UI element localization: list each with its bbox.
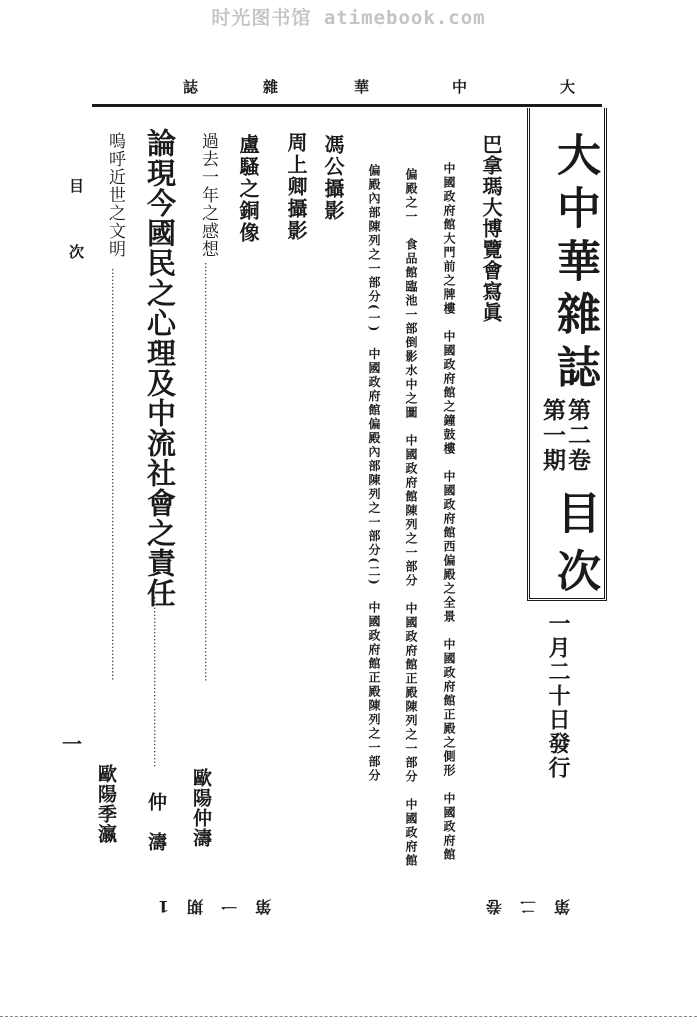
photo-label: 周上卿攝影: [284, 132, 308, 242]
volume-label: 第二卷: [564, 398, 591, 473]
header-char: 誌: [183, 78, 199, 96]
article-author: 歐陽仲濤: [190, 768, 212, 848]
footer-issue: 第一期1: [140, 897, 272, 916]
leader-dots: ························································································································: [199, 262, 212, 682]
header-rule: [92, 104, 602, 107]
magazine-title: 大中華雜誌: [549, 132, 600, 397]
photo-caption-line: 偏殿內部陳列之一部分(一) 中國政府館偏殿內部陳列之一部分(二) 中國政府館正殿陳列之一部分: [367, 164, 381, 783]
photo-label: 馮公攝影: [321, 134, 345, 222]
side-label: 目 次: [67, 178, 85, 277]
leader-dots: ······················································································································: [106, 268, 119, 681]
watermark-text: 时光图书馆 atimebook.com: [211, 7, 486, 29]
page-number: 一: [62, 732, 82, 756]
issue-date: 一月二十日發行: [545, 612, 571, 780]
header-char: 雜: [263, 78, 279, 96]
leader-dots: ·················································: [148, 596, 161, 768]
article-title: 過去一年之感想: [198, 132, 218, 258]
article-title: 嗚呼近世之文明: [105, 132, 125, 258]
photo-caption-line: 中國政府館大門前之牌樓 中國政府館之鐘鼓樓 中國政府館西偏殿之全景 中國政府館正殿之側形 中國政府館: [442, 162, 456, 862]
article-author: 仲 濤: [145, 792, 167, 852]
photo-caption-line: 偏殿之一 食品館臨池一部倒影水中之圖 中國政府館陳列之一部分 中國政府館正殿陳列之一部分 中國政府館: [404, 168, 418, 868]
page-edge: [0, 1016, 697, 1017]
article-title: 論現今國民之心理及中流社會之責任: [143, 128, 177, 608]
issue-label: 第一期: [539, 398, 566, 473]
photo-label: 盧騷之銅像: [236, 134, 260, 244]
article-author: 歐陽季瀛: [95, 764, 117, 844]
header-char: 華: [354, 78, 370, 96]
footer-volume: 第二卷: [468, 897, 571, 916]
header-char: 大: [560, 78, 576, 96]
contents-heading: 目次: [549, 490, 600, 606]
photo-section-title: 巴拿瑪大博覽會寫眞: [479, 134, 503, 323]
header-char: 中: [452, 78, 468, 96]
